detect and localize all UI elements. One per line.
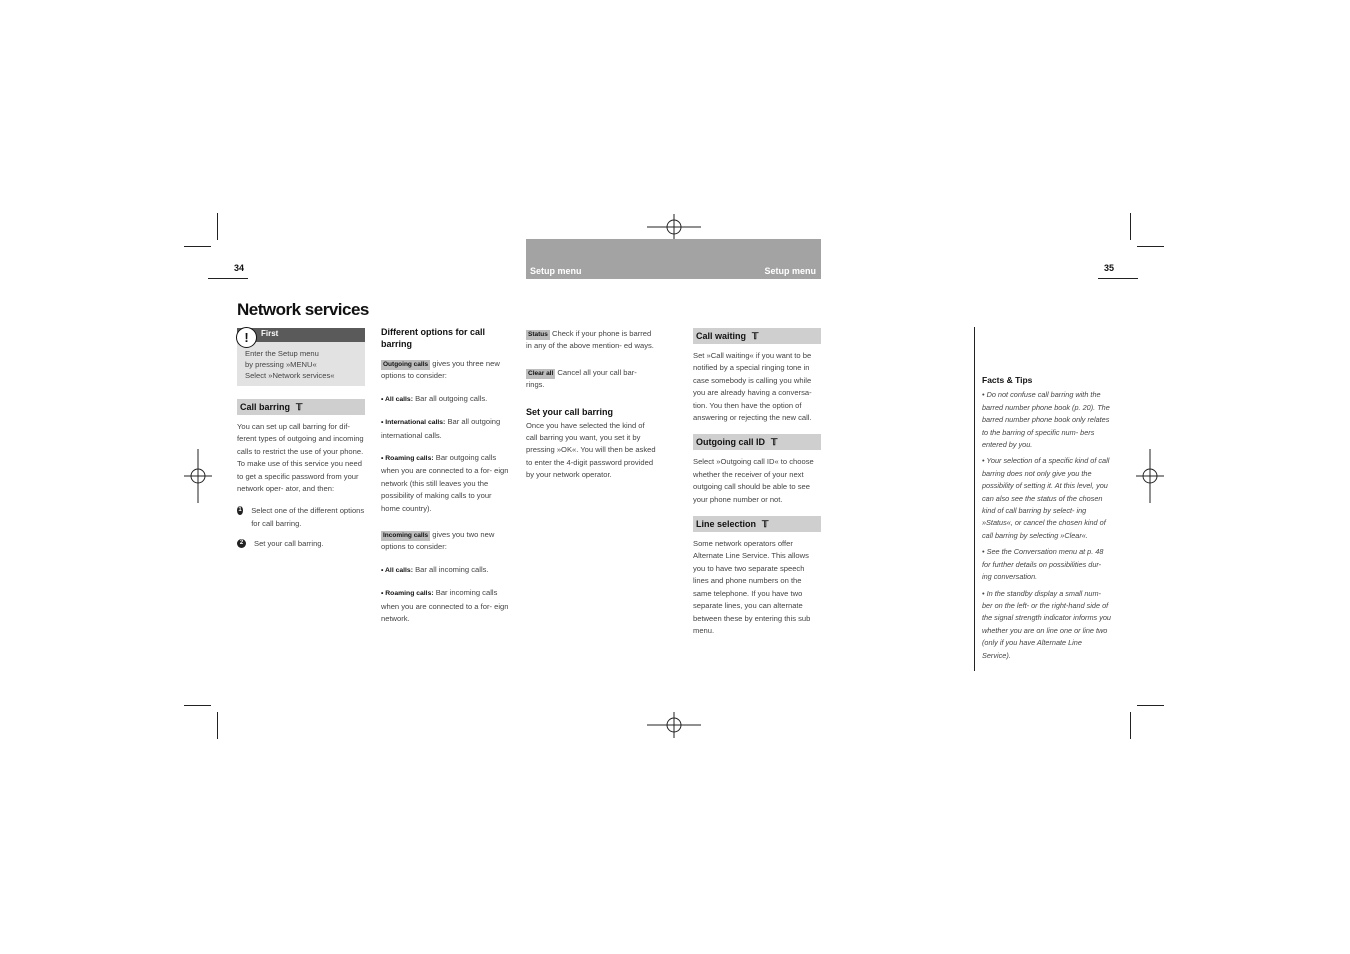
call-barring-body: You can set up call barring for dif- ferent types of outgoing and incoming calls to restrict the use of your phone. To make use of this service you need to get a specific password from your network oper- ator, and then: xyxy=(237,422,364,494)
crop-mark xyxy=(184,246,211,247)
crop-mark xyxy=(1130,712,1131,739)
list-item: 1 Select one of the different options for call barring. xyxy=(238,506,365,528)
crop-mark xyxy=(217,712,218,739)
antenna-icon: 𝕋 xyxy=(752,331,759,341)
registration-mark-icon xyxy=(1123,449,1177,503)
right-sections xyxy=(693,328,821,645)
page-number-left: 34 xyxy=(234,263,245,273)
step-number-icon: 1 xyxy=(238,507,242,514)
outgoing-calls-tag: Outgoing calls xyxy=(383,361,429,368)
clear-paragraph: Clear all Cancel all your call bar- rings. xyxy=(526,367,637,390)
call-barring-section xyxy=(237,399,365,559)
first-box xyxy=(237,328,365,386)
banner-left-label: Setup menu xyxy=(530,266,582,276)
first-line: Enter the Setup menu xyxy=(245,349,319,358)
incoming-calls-tag: Incoming calls xyxy=(383,532,429,540)
list-item: • See the Conversation menu at p. 48 for further details on possibilities dur- ing conversation. xyxy=(982,547,1104,582)
crop-mark xyxy=(1137,705,1164,706)
registration-mark-icon xyxy=(171,449,225,503)
list-item: • Roaming calls: Bar outgoing calls when you are connected to a for- eign network (this still leaves you the possibility of making calls to your home country). xyxy=(381,453,509,513)
set-call-barring-heading: Set your call barring xyxy=(526,406,614,417)
incoming-intro: Incoming calls gives you two new options to consider: xyxy=(381,530,495,552)
registration-mark-icon xyxy=(647,698,701,752)
facts-heading: Facts & Tips xyxy=(982,375,1033,385)
outgoing-call-id-body: Select »Outgoing call ID« to choose whether the receiver of your next outgoing call should be able to see your phone number or not. xyxy=(693,457,814,504)
list-item: • Do not confuse call barring with the barred number phone book (p. 20). The barred number phone book only relates to the barring of specific num- bers entered by you. xyxy=(982,390,1110,450)
list-item: 2 Set your call barring. xyxy=(237,538,365,550)
crop-mark xyxy=(1137,246,1164,247)
crop-mark xyxy=(184,705,211,706)
call-waiting-body: Set »Call waiting« if you want to be notified by a special ringing tone in case somebody is calling you while you are already having a conversa- tion. You then have the option of answering or rejecting the new call. xyxy=(693,351,812,423)
step-number-icon: 2 xyxy=(237,539,246,548)
list-item: • All calls: Bar all outgoing calls. xyxy=(381,393,488,403)
outgoing-call-id-heading: Outgoing call ID 𝕋 xyxy=(693,434,821,450)
page-title: Network services xyxy=(237,300,369,319)
banner-right-label: Setup menu xyxy=(764,266,816,276)
call-waiting-heading: Call waiting 𝕋 xyxy=(693,328,821,344)
page-number-rule xyxy=(1098,278,1138,279)
exclamation-icon: ! xyxy=(236,327,257,348)
set-call-barring-body: Once you have selected the kind of call barring you want, you set it by pressing »OK«. You will then be asked to enter the 4-digit password provided by your network operator. xyxy=(526,420,656,480)
antenna-icon: 𝕋 xyxy=(762,519,769,530)
facts-and-tips xyxy=(982,374,1112,666)
first-line: by pressing »MENU« xyxy=(245,359,317,369)
first-label: First xyxy=(261,329,279,338)
crop-mark xyxy=(217,213,218,240)
page-number-rule xyxy=(208,278,248,279)
options-section xyxy=(381,326,509,634)
list-item: • Your selection of a specific kind of call barring does not only give you the possibility of setting it. At this level, you can also see the status of the chosen kind of call barring by select- ing »Status«, or cancel the chosen kind of call barring by selecting »Clear«. xyxy=(982,456,1110,540)
page-number-right: 35 xyxy=(1104,263,1115,273)
first-instructions xyxy=(245,349,334,382)
outgoing-intro: Outgoing calls gives you three new options to consider: xyxy=(381,359,500,381)
list-item: • International calls: Bar all outgoing international calls. xyxy=(381,417,501,440)
facts-divider xyxy=(974,327,975,671)
antenna-icon: 𝕋 xyxy=(296,402,303,412)
list-item: • Roaming calls: Bar incoming calls when you are connected to a for- eign network. xyxy=(381,588,509,624)
status-section xyxy=(526,328,656,490)
antenna-icon: 𝕋 xyxy=(771,437,778,448)
clear-all-tag: Clear all xyxy=(528,369,554,377)
list-item: • In the standby display a small num- ber on the left- or the right-hand side of the signal strength indicator informs you whether you are on line one or line two (only if you have Alternate Line Service). xyxy=(982,588,1111,660)
list-item: • All calls: Bar all incoming calls. xyxy=(381,564,489,574)
status-paragraph: Status Check if your phone is barred in any of the above mention- ed ways. xyxy=(526,329,654,351)
line-selection-heading: Line selection 𝕋 xyxy=(693,516,821,532)
status-tag: Status xyxy=(528,331,548,338)
section-banner xyxy=(526,239,821,279)
first-line: Select »Network services« xyxy=(245,371,335,380)
crop-mark xyxy=(1130,213,1131,240)
line-selection-body: Some network operators offer Alternate Line Service. This allows you to have two separate speech lines and phone numbers on the same telephone. If you have two separate lines, you can alternate between these by entering this sub menu. xyxy=(693,539,811,635)
options-heading: Different options for call barring xyxy=(381,327,486,349)
call-barring-heading: Call barring 𝕋 xyxy=(237,399,365,415)
